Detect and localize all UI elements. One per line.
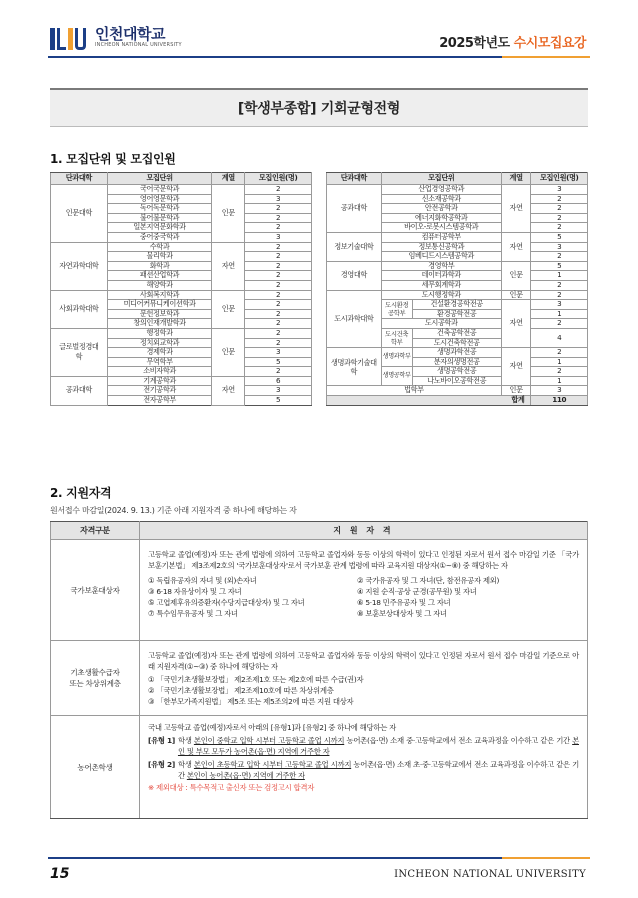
count-cell: 2 xyxy=(245,185,312,195)
eligibility-items xyxy=(148,575,579,619)
list-item: ① 「국민기초생활보장법」 제2조제1호 또는 제2호에 따른 수급(권)자 xyxy=(148,675,364,684)
header-rule-orange xyxy=(502,56,590,58)
count-cell: 2 xyxy=(531,290,588,300)
unit-cell: 미디어커뮤니케이션학과 xyxy=(107,300,212,310)
unit-cell: 전기공학과 xyxy=(107,386,212,396)
unit-cell: 전자공학부 xyxy=(107,396,212,406)
rural-type2 xyxy=(148,759,579,781)
logo-text xyxy=(95,26,182,48)
count-cell: 3 xyxy=(245,348,312,358)
unit-cell: 창의인재개발학과 xyxy=(107,319,212,329)
table-row xyxy=(51,242,312,252)
footer-university: INCHEON NATIONAL UNIVERSITY xyxy=(394,869,586,880)
type2-text-b: 농어촌(읍·면) 소재 초·중·고등학교에서 전소 교육과정을 이수하고 같은 기간 xyxy=(177,760,579,780)
col-unit: 모집단위 xyxy=(107,173,212,185)
type1-text-underline1: 본인이 중학교 입학 시부터 고등학교 졸업 시까지 xyxy=(193,736,345,745)
table-row xyxy=(51,328,312,338)
count-cell: 2 xyxy=(245,338,312,348)
logo-english: INCHEON NATIONAL UNIVERSITY xyxy=(95,42,182,48)
type2-text xyxy=(178,759,579,781)
table-row xyxy=(327,232,588,242)
unit-cell: 임베디드시스템공학과 xyxy=(381,252,501,262)
exclusion-note: ※ 제외대상 : 특수목적고 출신자 또는 검정고시 합격자 xyxy=(148,783,315,792)
unit-cell: 나노바이오공학전공 xyxy=(412,376,501,386)
count-cell: 2 xyxy=(531,204,588,214)
logo-korean: 인천대학교 xyxy=(95,25,165,43)
count-cell: 1 xyxy=(531,376,588,386)
list-item: ⑥ 5·18 민주유공자 및 그 자녀 xyxy=(357,598,451,607)
type1-label: [유형 1] xyxy=(148,736,175,745)
table-row xyxy=(327,185,588,195)
list-item: ② 국가유공자 및 그 자녀(단, 참전유공자 제외) xyxy=(357,576,500,585)
count-cell: 1 xyxy=(531,357,588,367)
count-cell: 2 xyxy=(245,309,312,319)
unit-cell: 문헌정보학과 xyxy=(107,309,212,319)
unit-cell: 산업경영공학과 xyxy=(381,185,501,195)
unit-cell: 도시공학과 xyxy=(381,319,501,329)
eligibility-row-rural xyxy=(51,716,588,819)
footer-rule-orange xyxy=(502,857,590,859)
track-cell: 인문 xyxy=(212,290,245,328)
unit-cell: 바이오-로봇시스템공학과 xyxy=(381,223,501,233)
section2-heading: 2. 지원자격 xyxy=(50,486,112,500)
category-cell: 국가보훈대상자 xyxy=(51,540,140,641)
list-item: ① 독립유공자의 자녀 및 (외)손자녀 xyxy=(148,576,257,585)
unit-cell: 분자의생명전공 xyxy=(412,357,501,367)
unit-cell: 환경공학전공 xyxy=(412,309,501,319)
college-cell: 사회과학대학 xyxy=(51,290,108,328)
category-label-line1: 기초생활수급자 xyxy=(70,668,120,677)
eligibility-intro: 고등학교 졸업(예정)자 또는 관계 법령에 의하여 고등학교 졸업자와 동등 이상의 학력이 있다고 인정된 자로서 원서 접수 마감일 기준 「국가보훈기본법」 제3조제2호의 '국가보훈대상자'로서 국가보훈 관계 법령에 따라 교육지원 대상자(①~⑧) 중 해당하는 자 xyxy=(148,550,579,570)
unit-cell: 사회복지학과 xyxy=(107,290,212,300)
unit-cell: 생명과학전공 xyxy=(412,348,501,358)
col-eligibility: 지 원 자 격 xyxy=(140,522,588,540)
unit-cell: 데이터과학과 xyxy=(381,271,501,281)
count-cell: 2 xyxy=(531,348,588,358)
count-cell: 2 xyxy=(245,319,312,329)
track-cell: 자연 xyxy=(212,242,245,290)
count-cell: 2 xyxy=(245,223,312,233)
type1-text-underline2: 본인 및 부모 모두가 농어촌(읍·면) 지역에 거주한 자 xyxy=(177,736,579,756)
count-cell: 2 xyxy=(531,367,588,377)
col-track: 계열 xyxy=(501,173,531,185)
count-cell: 2 xyxy=(245,328,312,338)
unit-cell: 생명공학전공 xyxy=(412,367,501,377)
subdivision-cell: 생명공학부 xyxy=(381,367,412,386)
section1-heading: 1. 모집단위 및 모집인원 xyxy=(50,152,176,166)
college-cell: 공과대학 xyxy=(51,376,108,405)
college-cell: 도시과학대학 xyxy=(327,290,382,348)
count-cell: 5 xyxy=(245,357,312,367)
rural-type1 xyxy=(148,735,579,757)
count-cell: 3 xyxy=(531,242,588,252)
list-item: ② 「국민기초생활보장법」 제2조제10호에 따른 차상위계층 xyxy=(148,686,334,695)
count-cell: 2 xyxy=(245,261,312,271)
unit-cell: 행정학과 xyxy=(107,328,212,338)
col-count: 모집인원(명) xyxy=(245,173,312,185)
unit-cell: 무역학부 xyxy=(107,357,212,367)
track-cell: 인문 xyxy=(501,261,531,290)
count-cell: 2 xyxy=(245,367,312,377)
eligibility-intro: 국내 고등학교 졸업(예정)자로서 아래의 [유형1]과 [유형2] 중 하나에 해당하는 자 xyxy=(148,723,396,732)
type1-text-b: 농어촌(읍·면) 소재 중·고등학교에서 전소 교육과정을 이수하고 같은 기간 xyxy=(344,736,573,745)
unit-cell: 중어중국학과 xyxy=(107,232,212,242)
eligibility-body xyxy=(140,540,588,641)
unit-cell: 화학과 xyxy=(107,261,212,271)
count-cell: 5 xyxy=(531,261,588,271)
track-cell: 자연 xyxy=(501,232,531,261)
unit-cell: 국어국문학과 xyxy=(107,185,212,195)
type2-text-a: 학생 xyxy=(177,760,194,769)
logo-mark xyxy=(50,26,88,50)
count-cell: 3 xyxy=(245,232,312,242)
count-cell: 3 xyxy=(245,194,312,204)
count-cell: 2 xyxy=(531,194,588,204)
eligibility-row-basic xyxy=(51,641,588,716)
unit-cell: 신소재공학과 xyxy=(381,194,501,204)
unit-cell: 패션산업학과 xyxy=(107,271,212,281)
count-cell: 2 xyxy=(531,213,588,223)
unit-cell: 물리학과 xyxy=(107,252,212,262)
unit-cell: 불어불문학과 xyxy=(107,213,212,223)
count-cell: 2 xyxy=(531,280,588,290)
count-cell: 1 xyxy=(531,271,588,281)
col-unit: 모집단위 xyxy=(381,173,501,185)
total-label: 합계 xyxy=(327,396,531,406)
count-cell: 5 xyxy=(531,232,588,242)
college-cell: 자연과학대학 xyxy=(51,242,108,290)
header-rule-blue xyxy=(48,56,502,58)
recruit-table-right xyxy=(326,172,588,406)
count-cell: 1 xyxy=(531,309,588,319)
unit-cell: 에너지화학공학과 xyxy=(381,213,501,223)
table-row xyxy=(327,348,588,358)
college-cell: 인문대학 xyxy=(51,185,108,243)
unit-cell: 건설환경공학전공 xyxy=(412,300,501,310)
unit-cell: 도시건축학전공 xyxy=(412,338,501,348)
count-cell: 4 xyxy=(531,328,588,347)
count-cell: 2 xyxy=(245,252,312,262)
unit-cell: 독어독문학과 xyxy=(107,204,212,214)
count-cell: 2 xyxy=(245,242,312,252)
table-row xyxy=(51,185,312,195)
count-cell: 3 xyxy=(531,300,588,310)
count-cell: 2 xyxy=(245,300,312,310)
unit-cell: 기계공학과 xyxy=(107,376,212,386)
section-banner: [학생부종합] 기회균형전형 xyxy=(50,88,588,127)
count-cell: 2 xyxy=(245,213,312,223)
eligibility-intro: 고등학교 졸업(예정)자 또는 관계 법령에 의하여 고등학교 졸업자와 동등 이상의 학력이 있다고 인정된 자로서 원서 접수 마감일 기준으로 아래 지원자격(①~③) 중 하나에 해당하는 자 xyxy=(148,651,579,671)
col-count: 모집인원(명) xyxy=(531,173,588,185)
count-cell: 6 xyxy=(245,376,312,386)
total-row xyxy=(327,396,588,406)
unit-cell: 정보통신공학과 xyxy=(381,242,501,252)
col-college: 단과대학 xyxy=(51,173,108,185)
header-title-accent: 수시모집요강 xyxy=(513,36,586,51)
count-cell: 5 xyxy=(245,396,312,406)
type1-text xyxy=(178,735,579,757)
unit-cell: 도시행정학과 xyxy=(381,290,501,300)
count-cell: 3 xyxy=(531,185,588,195)
track-cell: 인문 xyxy=(212,185,245,243)
track-cell: 자연 xyxy=(501,185,531,233)
page-number: 15 xyxy=(50,866,70,882)
count-cell: 3 xyxy=(531,386,588,396)
track-cell: 자연 xyxy=(501,300,531,348)
subdivision-cell: 도시건축학부 xyxy=(381,328,412,347)
unit-cell: 안전공학과 xyxy=(381,204,501,214)
unit-cell: 건축공학전공 xyxy=(412,328,501,338)
track-cell: 인문 xyxy=(212,328,245,376)
count-cell: 2 xyxy=(245,280,312,290)
count-cell: 2 xyxy=(245,204,312,214)
category-cell: 농어촌학생 xyxy=(51,716,140,819)
total-value: 110 xyxy=(531,396,588,406)
track-cell: 자연 xyxy=(501,348,531,386)
type2-text-underline2: 본인이 농어촌(읍·면) 지역에 거주한 자 xyxy=(186,771,305,780)
table-row xyxy=(327,386,588,396)
list-item: ④ 지원 순직·공상 군경(공무원) 및 자녀 xyxy=(357,587,477,596)
college-cell: 경영대학 xyxy=(327,261,382,290)
college-cell: 생명과학기술대학 xyxy=(327,348,382,386)
unit-cell: 세무회계학과 xyxy=(381,280,501,290)
college-cell: 공과대학 xyxy=(327,185,382,233)
count-cell: 2 xyxy=(245,271,312,281)
footer-rule-blue xyxy=(48,857,502,859)
header-title xyxy=(439,32,586,51)
eligibility-body xyxy=(140,641,588,716)
eligibility-row-national xyxy=(51,540,588,641)
count-cell: 3 xyxy=(245,386,312,396)
table-row xyxy=(51,376,312,386)
unit-cell: 정치외교학과 xyxy=(107,338,212,348)
count-cell: 2 xyxy=(531,319,588,329)
list-item: ⑤ 고엽제후유의증환자(수당지급대상자) 및 그 자녀 xyxy=(148,598,305,607)
track-cell: 인문 xyxy=(501,290,531,300)
count-cell: 2 xyxy=(531,252,588,262)
college-cell: 글로벌정경대학 xyxy=(51,328,108,376)
eligibility-note: 원서접수 마감일(2024. 9. 13.) 기준 아래 지원자격 중 하나에 해당하는 자 xyxy=(50,506,297,515)
unit-cell: 해양학과 xyxy=(107,280,212,290)
unit-cell: 경제학과 xyxy=(107,348,212,358)
list-item: ③ 6·18 자유상이자 및 그 자녀 xyxy=(148,587,242,596)
unit-cell: 영어영문학과 xyxy=(107,194,212,204)
unit-cell: 일본지역문화학과 xyxy=(107,223,212,233)
unit-cell: 수학과 xyxy=(107,242,212,252)
col-category: 자격구분 xyxy=(51,522,140,540)
track-cell: 인문 xyxy=(501,386,531,396)
list-item: ⑧ 보훈보상대상자 및 그 자녀 xyxy=(357,609,447,618)
subdivision-cell: 생명과학부 xyxy=(381,348,412,367)
unit-cell: 컴퓨터공학부 xyxy=(381,232,501,242)
type2-label: [유형 2] xyxy=(148,760,175,769)
track-cell: 자연 xyxy=(212,376,245,405)
header-title-main: 2025학년도 xyxy=(439,36,514,51)
col-college: 단과대학 xyxy=(327,173,382,185)
col-track: 계열 xyxy=(212,173,245,185)
recruit-table-left xyxy=(50,172,312,406)
college-cell: 정보기술대학 xyxy=(327,232,382,261)
eligibility-table xyxy=(50,521,588,819)
list-item: ⑦ 특수임무유공자 및 그 자녀 xyxy=(148,609,238,618)
list-item: ③ 「한부모가족지원법」 제5조 또는 제5조의2에 따른 지원 대상자 xyxy=(148,697,354,706)
category-label-line2: 또는 차상위계층 xyxy=(69,679,121,688)
category-cell xyxy=(51,641,140,716)
type1-text-a: 학생 xyxy=(177,736,194,745)
count-cell: 2 xyxy=(245,290,312,300)
unit-cell: 법학부 xyxy=(327,386,502,396)
unit-cell: 경영학부 xyxy=(381,261,501,271)
count-cell: 2 xyxy=(531,223,588,233)
type2-text-underline1: 본인이 초등학교 입학 시부터 고등학교 졸업 시까지 xyxy=(193,760,352,769)
eligibility-body xyxy=(140,716,588,819)
unit-cell: 소비자학과 xyxy=(107,367,212,377)
subdivision-cell: 도시환경공학부 xyxy=(381,300,412,319)
